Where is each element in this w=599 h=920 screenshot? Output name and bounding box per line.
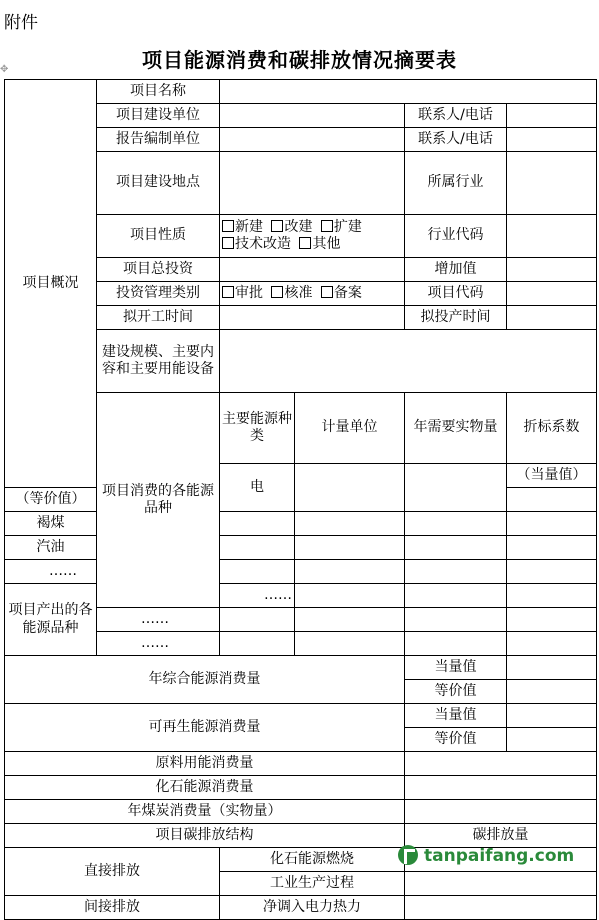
added-value-label: 增加值 <box>405 258 507 282</box>
option-record-label: 备案 <box>333 284 362 301</box>
fossil-value[interactable] <box>405 776 597 800</box>
option-approve-label: 审批 <box>235 284 263 301</box>
output-2-unit[interactable] <box>220 608 295 632</box>
checkbox-other[interactable] <box>299 237 311 249</box>
gasoline-coal[interactable] <box>507 536 597 560</box>
contact-label-2: 联系人/电话 <box>405 128 507 152</box>
start-time-value[interactable] <box>220 306 405 330</box>
more-quantity[interactable] <box>295 560 405 584</box>
renewable-equal-value[interactable] <box>507 728 597 752</box>
output-3-factor[interactable] <box>405 632 507 656</box>
output-item-3: …… <box>97 632 220 656</box>
watermark-text: tanpaifang.com <box>424 846 575 866</box>
nature-options <box>220 215 405 258</box>
electricity-equal-label: （等价值） <box>5 488 97 512</box>
contact-label-1: 联系人/电话 <box>405 104 507 128</box>
project-code-label: 项目代码 <box>405 282 507 306</box>
industrial-process-label: 工业生产过程 <box>220 872 405 896</box>
indirect-emission-label: 间接排放 <box>5 896 220 920</box>
scale-label: 建设规模、主要内容和主要用能设备 <box>97 330 220 393</box>
project-code-value[interactable] <box>507 282 597 306</box>
coal-label: 年煤炭消费量（实物量） <box>5 800 405 824</box>
net-import-label: 净调入电力热力 <box>220 896 405 920</box>
checkbox-tech[interactable] <box>222 237 234 249</box>
checkbox-new[interactable] <box>222 220 234 232</box>
production-time-value[interactable] <box>507 306 597 330</box>
checkbox-record[interactable] <box>321 286 333 298</box>
mgmt-type-label: 投资管理类别 <box>97 282 220 306</box>
contact-value-1[interactable] <box>507 104 597 128</box>
report-org-value[interactable] <box>220 128 405 152</box>
output-2-coal[interactable] <box>507 608 597 632</box>
industry-value[interactable] <box>507 152 597 215</box>
location-label: 项目建设地点 <box>97 152 220 215</box>
summary-table <box>4 79 597 920</box>
output-3-unit[interactable] <box>220 632 295 656</box>
header-unit: 计量单位 <box>295 393 405 464</box>
output-3-quantity[interactable] <box>295 632 405 656</box>
watermark <box>398 845 594 871</box>
builder-value[interactable] <box>220 104 405 128</box>
annual-equal-label: 等价值 <box>405 680 507 704</box>
net-import-value[interactable] <box>405 896 597 920</box>
output-1-factor[interactable] <box>507 584 597 608</box>
gasoline-quantity[interactable] <box>295 536 405 560</box>
more-coal[interactable] <box>507 560 597 584</box>
option-other-label: 其他 <box>312 236 341 252</box>
output-1-unit[interactable] <box>295 584 405 608</box>
project-name-value[interactable] <box>220 80 597 104</box>
output-section-label: 项目产出的各能源品种 <box>5 584 97 656</box>
industry-code-value[interactable] <box>507 215 597 258</box>
nature-label: 项目性质 <box>97 215 220 258</box>
consumption-more-label: …… <box>5 560 97 584</box>
location-value[interactable] <box>220 152 405 215</box>
overview-section-label: 项目概况 <box>5 80 97 488</box>
consumption-section-label: 项目消费的各能源品种 <box>97 393 220 608</box>
investment-label: 项目总投资 <box>97 258 220 282</box>
lignite-unit[interactable] <box>220 512 295 536</box>
output-item-2: …… <box>97 608 220 632</box>
scale-value[interactable] <box>220 330 597 393</box>
annual-equivalent-value[interactable] <box>507 656 597 680</box>
option-expand-label: 扩建 <box>333 218 362 235</box>
output-3-coal[interactable] <box>507 632 597 656</box>
lignite-factor[interactable] <box>405 512 507 536</box>
more-factor[interactable] <box>405 560 507 584</box>
header-annual-quantity: 年需要实物量 <box>405 393 507 464</box>
anchor-icon: ✥ <box>0 64 9 75</box>
electricity-equivalent-label: （当量值） <box>507 464 597 488</box>
industrial-process-value[interactable] <box>405 872 597 896</box>
page-title: 项目能源消费和碳排放情况摘要表 <box>142 48 457 72</box>
annual-equivalent-label: 当量值 <box>405 656 507 680</box>
fossil-label: 化石能源消费量 <box>5 776 405 800</box>
contact-value-2[interactable] <box>507 128 597 152</box>
mgmt-options <box>220 282 405 306</box>
electricity-equal-value[interactable] <box>507 488 597 512</box>
leaf-logo-icon <box>398 845 418 865</box>
coal-value[interactable] <box>405 800 597 824</box>
electricity-unit[interactable] <box>295 464 405 512</box>
electricity-label: 电 <box>220 464 295 512</box>
renewable-label: 可再生能源消费量 <box>5 704 405 752</box>
more-unit[interactable] <box>220 560 295 584</box>
option-new-label: 新建 <box>235 218 263 235</box>
start-time-label: 拟开工时间 <box>97 306 220 330</box>
header-energy-type: 主要能源种类 <box>220 393 295 464</box>
option-verify-label: 核准 <box>284 284 313 301</box>
output-1-quantity[interactable] <box>405 584 507 608</box>
lignite-coal[interactable] <box>507 512 597 536</box>
fossil-combustion-label: 化石能源燃烧 <box>220 848 405 872</box>
direct-emission-label: 直接排放 <box>5 848 220 896</box>
checkbox-verify[interactable] <box>271 286 283 298</box>
renewable-equal-label: 等价值 <box>405 728 507 752</box>
gasoline-label: 汽油 <box>5 536 97 560</box>
attachment-label: 附件 <box>4 13 38 33</box>
annual-total-label: 年综合能源消费量 <box>5 656 405 704</box>
output-2-factor[interactable] <box>405 608 507 632</box>
annual-equal-value[interactable] <box>507 680 597 704</box>
added-value-value[interactable] <box>507 258 597 282</box>
carbon-amount-label: 碳排放量 <box>405 824 597 848</box>
investment-value[interactable] <box>220 258 405 282</box>
production-time-label: 拟投产时间 <box>405 306 507 330</box>
renewable-equivalent-label: 当量值 <box>405 704 507 728</box>
checkbox-rebuild[interactable] <box>271 220 283 232</box>
carbon-structure-label: 项目碳排放结构 <box>5 824 405 848</box>
industry-label: 所属行业 <box>405 152 507 215</box>
feedstock-label: 原料用能消费量 <box>5 752 405 776</box>
gasoline-factor[interactable] <box>405 536 507 560</box>
renewable-equivalent-value[interactable] <box>507 704 597 728</box>
lignite-quantity[interactable] <box>295 512 405 536</box>
report-org-label: 报告编制单位 <box>97 128 220 152</box>
header-conversion-factor: 折标系数 <box>507 393 597 464</box>
lignite-label: 褐煤 <box>5 512 97 536</box>
output-2-quantity[interactable] <box>295 608 405 632</box>
option-rebuild-label: 改建 <box>284 218 313 235</box>
project-name-label: 项目名称 <box>97 80 220 104</box>
feedstock-value[interactable] <box>405 752 597 776</box>
gasoline-unit[interactable] <box>220 536 295 560</box>
option-tech-label: 技术改造 <box>235 236 291 252</box>
electricity-quantity[interactable] <box>405 464 507 512</box>
checkbox-expand[interactable] <box>321 220 333 232</box>
builder-label: 项目建设单位 <box>97 104 220 128</box>
output-item-1: …… <box>220 584 295 608</box>
industry-code-label: 行业代码 <box>405 215 507 258</box>
checkbox-approve[interactable] <box>222 286 234 298</box>
